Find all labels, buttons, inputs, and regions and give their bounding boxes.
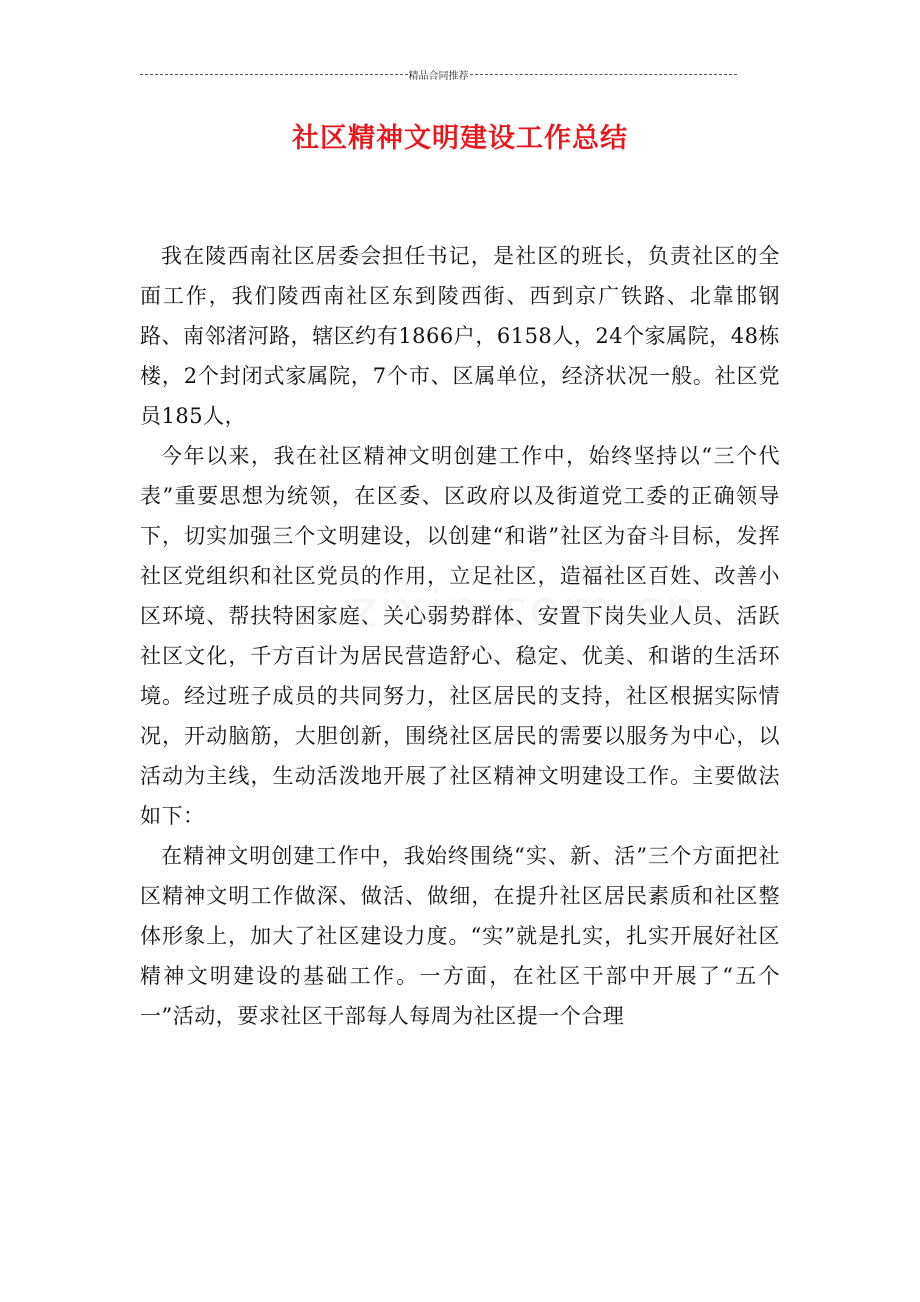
header-dashes-left: [140, 74, 408, 75]
paragraph-2: 今年以来，我在社区精神文明创建工作中，始终坚持以“三个代表”重要思想为统领，在区委、区政府以及街道党工委的正确领导下，切实加强三个文明建设，以创建“和谐”社区为奋斗目标，发挥社区党组织和社区党员的作用，立足社区，造福社区百姓、改善小区环境、帮扶特困家庭、关心弱势群体、安置下岗失业人员、活跃社区文化，千方百计为居民营造舒心、稳定、优美、和谐的生活环境。经过班子成员的共同努力，社区居民的支持，社区根据实际情况，开动脑筋，大胆创新，围绕社区居民的需要以服务为中心，以活动为主线，生动活泼地开展了社区精神文明建设工作。主要做法如下：: [140, 444, 780, 828]
paragraph-3: 在精神文明创建工作中，我始终围绕“实、新、活”三个方面把社区精神文明工作做深、做活、做细，在提升社区居民素质和社区整体形象上，加大了社区建设力度。“实”就是扎实，扎实开展好社区精神文明建设的基础工作。一方面，在社区干部中开展了“五个一”活动，要求社区干部每人每周为社区提一个合理: [140, 844, 780, 1028]
header-dashes-right: [470, 74, 738, 75]
header-label: 精品合同推荐: [408, 70, 469, 82]
document-title: 社区精神文明建设工作总结: [292, 123, 628, 154]
document-body: [140, 236, 780, 1036]
page-header: [140, 66, 737, 82]
paragraph-1: 我在陵西南社区居委会担任书记，是社区的班长，负责社区的全面工作，我们陵西南社区东到陵西街、西到京广铁路、北靠邯钢路、南邻渚河路，辖区约有1866户，6158人，24个家属院，48栋楼，2个封闭式家属院，7个市、区属单位，经济状况一般。社区党员185人，: [140, 244, 780, 428]
